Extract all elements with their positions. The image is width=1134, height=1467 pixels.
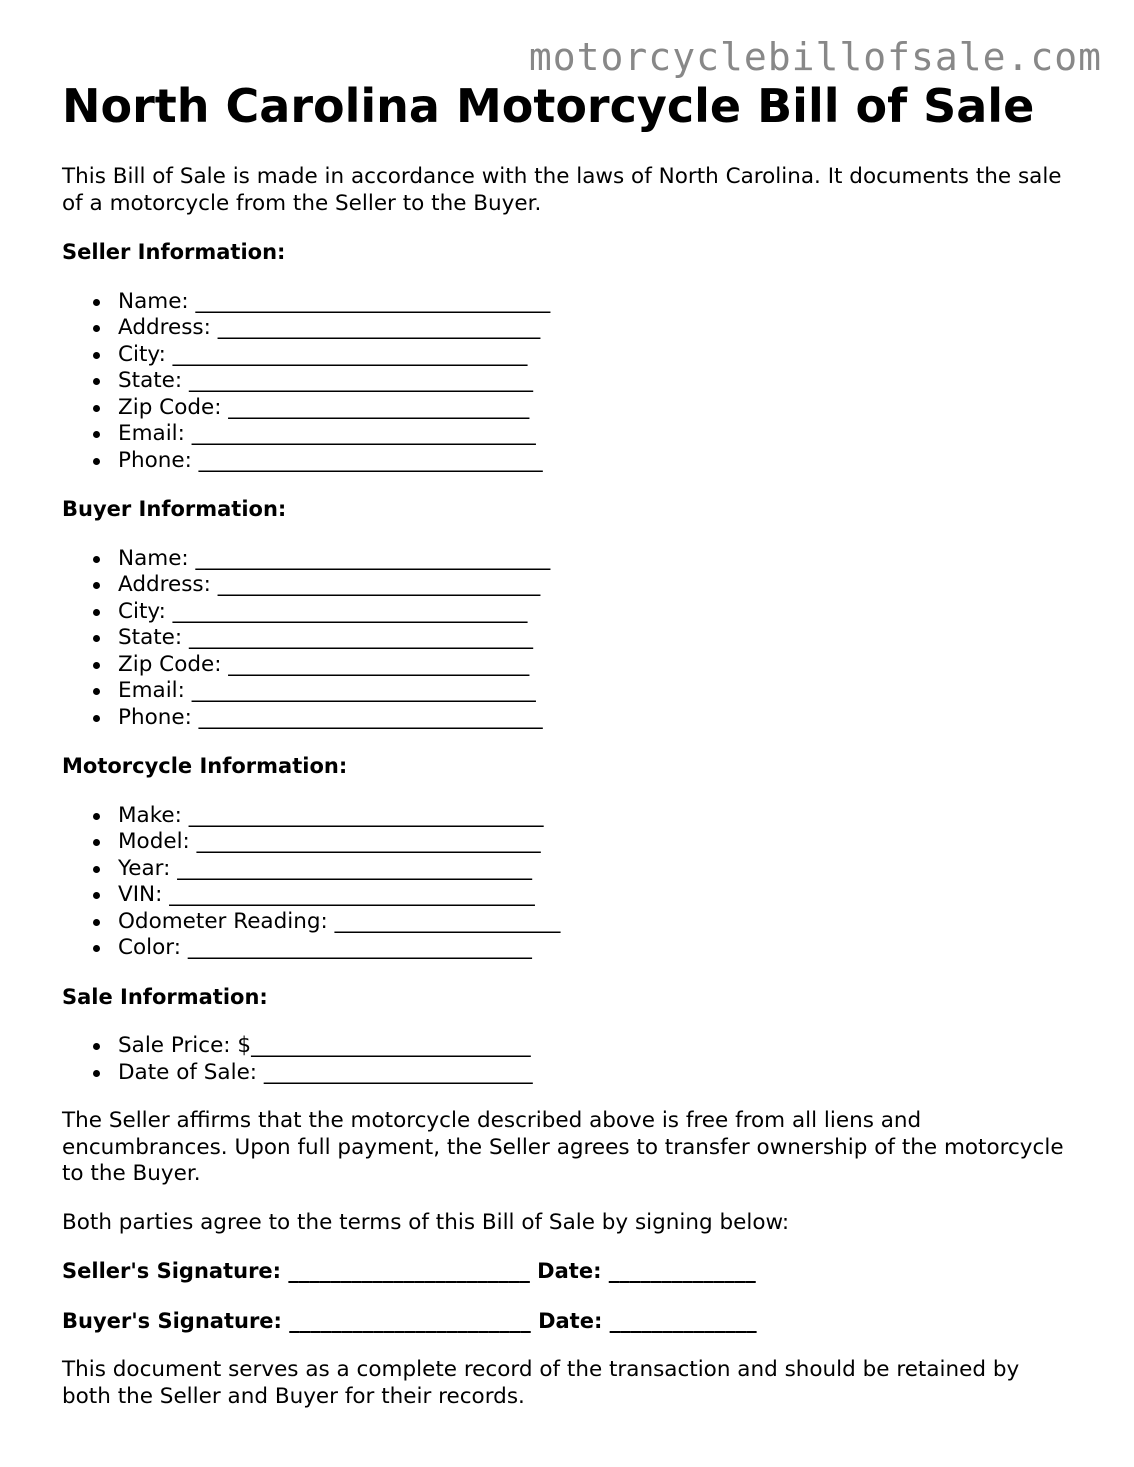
seller-email-field[interactable]: Email: ________________________________: [62, 421, 1072, 448]
seller-address-field[interactable]: Address: ______________________________: [62, 315, 1072, 342]
document-title: North Carolina Motorcycle Bill of Sale: [62, 79, 1035, 133]
closing-paragraph: This document serves as a complete record of the transaction and should be retained by both the Seller and Buyer for their records.: [62, 1357, 1020, 1409]
seller-info-list: [62, 289, 1072, 475]
motorcycle-model-field[interactable]: Model: ________________________________: [62, 829, 1072, 856]
seller-phone-field[interactable]: Phone: ________________________________: [62, 448, 1072, 475]
affirmation-paragraph: The Seller affirms that the motorcycle described above is free from all liens and encumbrances. Upon full payment, the Seller agrees to transfer ownership of the motorcycle to the Buyer.: [62, 1108, 1064, 1186]
seller-city-field[interactable]: City: _________________________________: [62, 342, 1072, 369]
buyer-email-field[interactable]: Email: ________________________________: [62, 678, 1072, 705]
document-body: [62, 164, 1072, 1432]
sale-info-list: [62, 1033, 1072, 1086]
buyer-state-field[interactable]: State: ________________________________: [62, 625, 1072, 652]
buyer-info-list: [62, 546, 1072, 732]
buyer-info-heading: Buyer Information:: [62, 497, 287, 521]
seller-signature-line[interactable]: Seller's Signature: _______________________ Date: ______________: [62, 1259, 756, 1283]
buyer-address-field[interactable]: Address: ______________________________: [62, 572, 1072, 599]
motorcycle-vin-field[interactable]: VIN: __________________________________: [62, 882, 1072, 909]
motorcycle-odometer-field[interactable]: Odometer Reading: _____________________: [62, 909, 1072, 936]
agreement-paragraph: Both parties agree to the terms of this Bill of Sale by signing below:: [62, 1209, 790, 1235]
site-watermark: motorcyclebillofsale.com: [528, 35, 1102, 79]
seller-info-heading: Seller Information:: [62, 240, 286, 264]
motorcycle-make-field[interactable]: Make: _________________________________: [62, 803, 1072, 830]
buyer-city-field[interactable]: City: _________________________________: [62, 599, 1072, 626]
seller-zip-field[interactable]: Zip Code: ____________________________: [62, 395, 1072, 422]
motorcycle-info-list: [62, 803, 1072, 962]
buyer-phone-field[interactable]: Phone: ________________________________: [62, 705, 1072, 732]
buyer-zip-field[interactable]: Zip Code: ____________________________: [62, 652, 1072, 679]
motorcycle-year-field[interactable]: Year: _________________________________: [62, 856, 1072, 883]
motorcycle-color-field[interactable]: Color: ________________________________: [62, 935, 1072, 962]
sale-price-field[interactable]: Sale Price: $__________________________: [62, 1033, 1072, 1060]
buyer-name-field[interactable]: Name: _________________________________: [62, 546, 1072, 573]
buyer-signature-line[interactable]: Buyer's Signature: _______________________ Date: ______________: [62, 1308, 757, 1333]
motorcycle-info-heading: Motorcycle Information:: [62, 754, 348, 778]
sale-info-heading: Sale Information:: [62, 984, 268, 1009]
seller-state-field[interactable]: State: ________________________________: [62, 368, 1072, 395]
intro-paragraph: This Bill of Sale is made in accordance with the laws of North Carolina. It documents the sale of a motorcycle from the Seller to the Buyer.: [62, 164, 1062, 216]
sale-date-field[interactable]: Date of Sale: _________________________: [62, 1060, 1072, 1087]
seller-name-field[interactable]: Name: _________________________________: [62, 289, 1072, 316]
